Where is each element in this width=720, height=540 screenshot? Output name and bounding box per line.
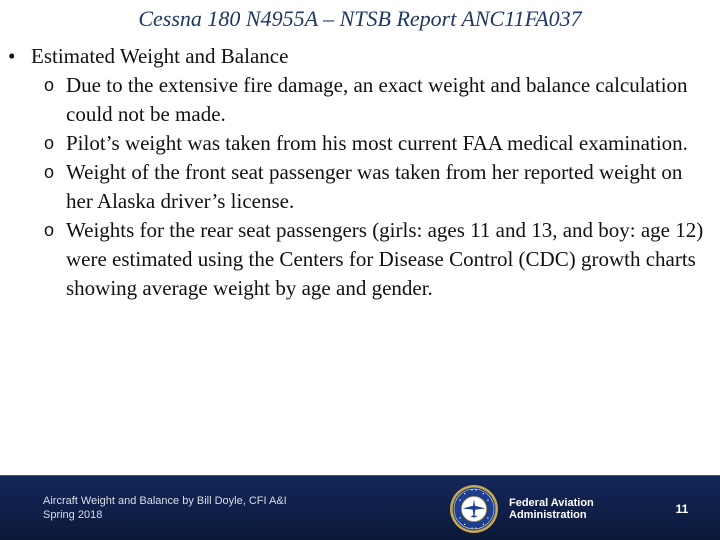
sub-bullet-marker: o [44, 75, 55, 95]
bullet-marker: • [8, 44, 16, 68]
agency-name [509, 497, 594, 521]
course-term: Spring 2018 [43, 509, 103, 521]
agency-name-line: Federal Aviation [509, 497, 594, 509]
sub-bullet-text: Weights for the rear seat passengers (girls: ages 11 and 13, and boy: age 12) were estimated using the Centers for Disease Control (CDC) growth charts showing average weight by age and gender. [66, 218, 704, 300]
sub-bullet-item [0, 71, 720, 129]
footer-bar [0, 475, 720, 540]
sub-bullet-text: Due to the extensive fire damage, an exact weight and balance calculation could not be made. [66, 73, 688, 126]
course-info [43, 494, 287, 522]
bullet-text: Estimated Weight and Balance [31, 44, 289, 68]
course-title: Aircraft Weight and Balance by Bill Doyle, CFI A&I [43, 495, 287, 507]
slide-body [0, 42, 720, 303]
page-number: 11 [675, 502, 689, 516]
faa-seal-icon [449, 484, 499, 534]
sub-bullet-marker: o [44, 133, 55, 153]
sub-bullet-marker: o [44, 220, 55, 240]
sub-bullet-text: Weight of the front seat passenger was taken from her reported weight on her Alaska driver’s license. [66, 160, 683, 213]
sub-bullet-item [0, 158, 720, 216]
sub-bullet-text: Pilot’s weight was taken from his most current FAA medical examination. [66, 131, 688, 155]
bullet-item [0, 42, 720, 71]
agency-name-line: Administration [509, 509, 587, 521]
sub-bullet-item [0, 129, 720, 158]
sub-bullet-item [0, 216, 720, 303]
sub-bullet-marker: o [44, 162, 55, 182]
slide-title: Cessna 180 N4955A – NTSB Report ANC11FA037 [138, 6, 582, 31]
